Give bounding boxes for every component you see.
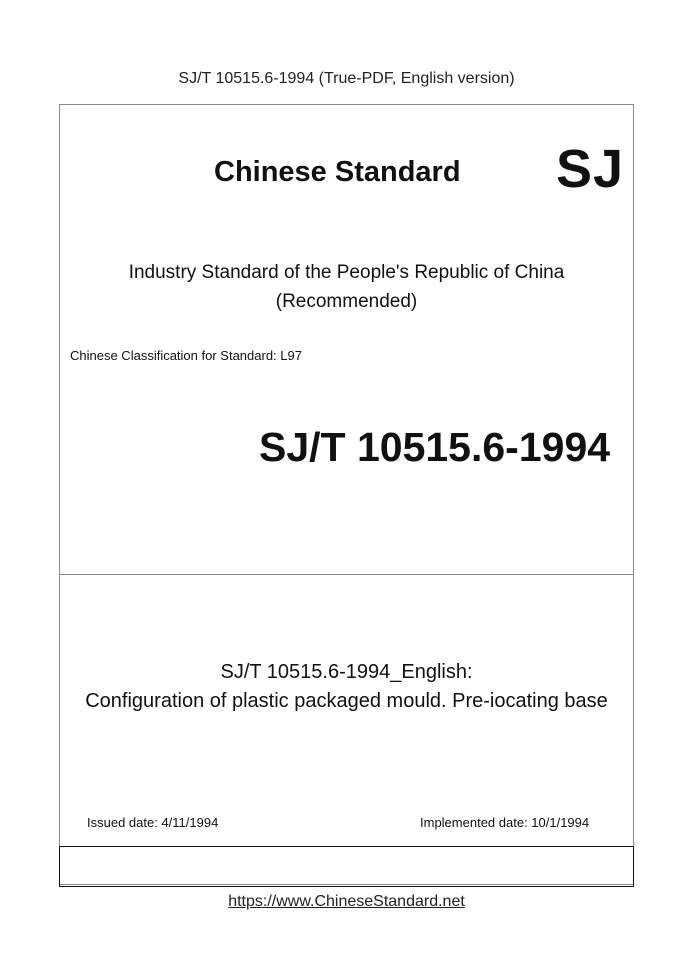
footer-website-link[interactable]: https://www.ChineseStandard.net — [228, 893, 465, 910]
classification-text: Chinese Classification for Standard: L97 — [70, 348, 302, 363]
issued-date: Issued date: 4/11/1994 — [87, 815, 219, 830]
cover-frame — [59, 104, 634, 885]
section-divider — [59, 574, 634, 575]
standard-number: SJ/T 10515.6-1994 — [259, 424, 611, 470]
industry-line-1: Industry Standard of the People's Republic of China — [128, 262, 565, 283]
industry-standard-text — [59, 258, 634, 316]
sj-mark: SJ — [556, 139, 625, 199]
document-title-line-1: SJ/T 10515.6-1994_English: — [220, 661, 473, 683]
document-title-line-2: Configuration of plastic packaged mould. Pre-iocating base — [85, 690, 608, 712]
document-title — [59, 658, 634, 716]
bottom-box — [59, 846, 634, 887]
page-header-title: SJ/T 10515.6-1994 (True-PDF, English version) — [178, 70, 515, 87]
implemented-date: Implemented date: 10/1/1994 — [420, 815, 590, 830]
industry-line-2: (Recommended) — [275, 291, 418, 312]
chinese-standard-heading: Chinese Standard — [214, 156, 461, 188]
